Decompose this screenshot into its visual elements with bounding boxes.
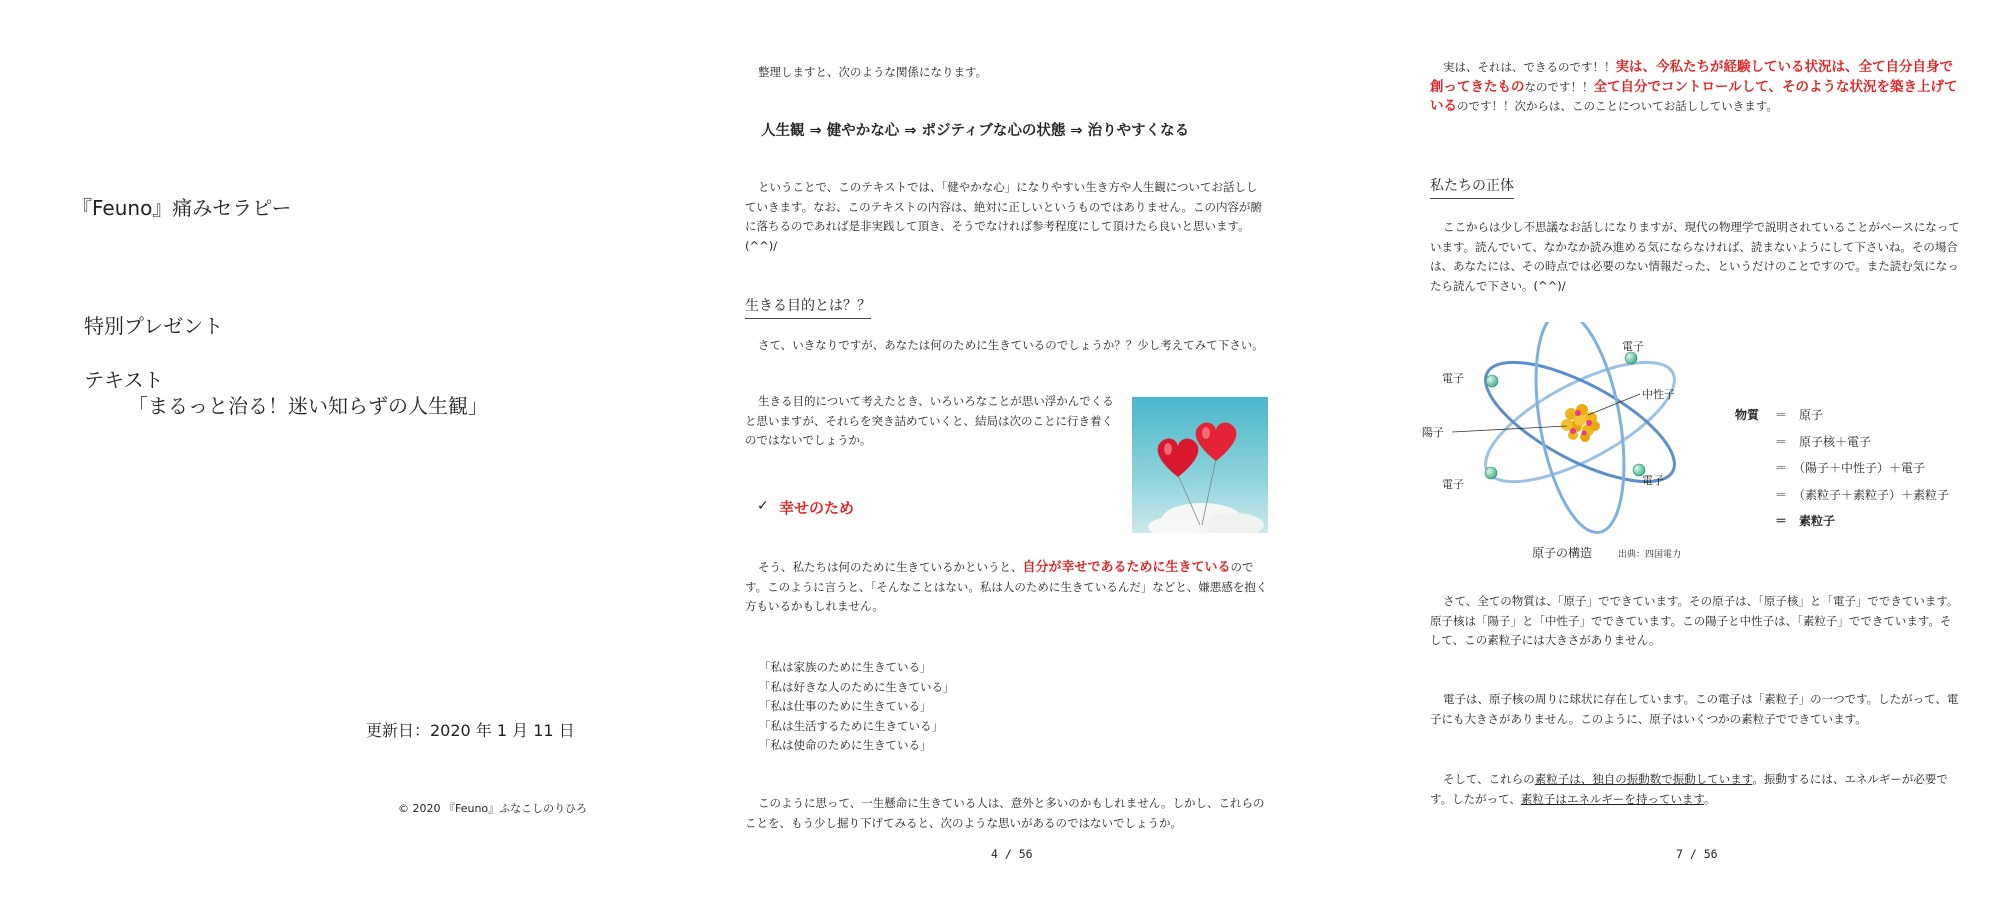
- page-4: [745, 0, 1275, 910]
- electron-label: 電子: [1442, 478, 1464, 491]
- cover-updated-date: 更新日：2020 年 1 月 11 日: [366, 721, 575, 740]
- paragraph: 実は、それは、できるのです！！実は、今私たちが経験している状況は、全て自分自身で創ってきたものなのです！！全て自分でコントロールして、そのような状況を築き上げているのです！！次からは、このことについてお話ししていきます。: [1430, 59, 1958, 114]
- quote-line: 「私は好きな人のために生きている」: [759, 680, 955, 694]
- matter-equation: [1735, 402, 1949, 535]
- highlight-text: 実は、今私たちが経験している状況は、全て自分自身で創ってきたもの: [1430, 59, 1953, 95]
- paragraph: さて、全ての物質は、「原子」でできています。その原子は、「原子核」と「電子」でできています。原子核は「陽子」と「中性子」でできています。この陽子と中性子は、「素粒子」でできています。そして、この素粒子には大きさがありません。: [1430, 594, 1959, 647]
- page-number: 4 / 56: [991, 847, 1033, 861]
- page-number: 7 / 56: [1676, 847, 1718, 861]
- happiness-keyword: 幸せのため: [779, 499, 855, 517]
- heart-balloons-image: [1132, 397, 1268, 533]
- paragraph: 電子は、原子核の周りに球状に存在しています。この電子は「素粒子」の一つです。したがって、電子にも大きさがありません。このように、原子はいくつかの素粒子でできています。: [1430, 692, 1959, 726]
- cover-gift: 特別プレゼント: [84, 314, 224, 338]
- paragraph: 生きる目的について考えたとき、いろいろなことが思い浮かんでくると思いますが、それらを突き詰めていくと、結局は次のことに行き着くのではないでしょうか。: [745, 394, 1114, 447]
- highlight-text: 全て自分でコントロールして、そのような状況を築き上げている: [1430, 78, 1958, 114]
- equation-line: ＝ （素粒子＋素粒子）＋素粒子: [1775, 487, 1950, 502]
- electron-label: 電子: [1642, 474, 1664, 487]
- quote-line: 「私は使命のために生きている」: [759, 738, 932, 752]
- page-cover: [0, 0, 720, 910]
- underlined-text: 素粒子は、独自の振動数で振動しています: [1534, 772, 1753, 786]
- cover-copyright: © 2020 『Feuno』ふなこしのりひろ: [398, 802, 588, 815]
- electron-label: 電子: [1442, 372, 1464, 385]
- diagram-source: 出典：四国電力: [1618, 550, 1682, 560]
- underlined-text: 素粒子はエネルギーを持っています: [1520, 791, 1704, 806]
- paragraph: そして、これらの素粒子は、独自の振動数で振動しています。振動するには、エネルギーが必要です。したがって、素粒子はエネルギーを持っています。: [1430, 772, 1948, 806]
- paragraph: ということで、このテキストでは、「健やかな心」になりやすい生き方や人生観についてお話ししていきます。なお、このテキストの内容は、絶対に正しいというものではありません。この内容が腑に落ちるのであれば是非実践して頂き、そうでなければ参考程度にして頂けたら良いと思います。(^^)/: [745, 180, 1263, 253]
- neutron-label: 中性子: [1642, 388, 1675, 401]
- equation-label: 物質: [1735, 408, 1760, 422]
- paragraph: さて、いきなりですが、あなたは何のために生きているのでしょうか？？少し考えてみて下さい。: [758, 338, 1264, 352]
- equation-line: ＝ 素粒子: [1775, 514, 1836, 528]
- paragraph: そう、私たちは何のために生きているかというと、自分が幸せであるために生きているのです。このように言うと、「そんなことはない。私は人のために生きているんだ」などと、嫌悪感を抱く方もいるかもしれません。: [745, 560, 1268, 613]
- quote-line: 「私は家族のために生きている」: [759, 660, 932, 674]
- intro-text: 整理しますと、次のような関係になります。: [758, 65, 988, 79]
- equation-line: ＝ 原子: [1775, 408, 1824, 422]
- cover-title: 『Feuno』痛みセラピー: [72, 196, 292, 220]
- cover-subtitle: 「まるっと治る！迷い知らずの人生観」: [128, 394, 488, 418]
- section-heading: 私たちの正体: [1430, 175, 1514, 199]
- proton-label: 陽子: [1422, 426, 1444, 439]
- quote-line: 「私は生活するために生きている」: [759, 719, 943, 733]
- equation-line: ＝ 原子核＋電子: [1775, 434, 1872, 449]
- quote-line: 「私は仕事のために生きている」: [759, 699, 932, 713]
- equation-line: ＝ （陽子＋中性子）＋電子: [1775, 461, 1926, 475]
- checkmark-icon: ✓: [757, 498, 769, 514]
- atom-structure-diagram: [1422, 322, 1730, 562]
- page-7: [1422, 0, 1970, 910]
- section-heading: 生きる目的とは？？: [745, 295, 871, 319]
- cover-text-label: テキスト: [84, 368, 164, 392]
- relation-chain: 人生観 ⇒ 健やかな心 ⇒ ポジティブな心の状態 ⇒ 治りやすくなる: [761, 123, 1190, 139]
- highlight-text: 自分が幸せであるために生きている: [1022, 560, 1231, 575]
- paragraph: ここからは少し不思議なお話しになりますが、現代の物理学で説明されていることがベースになっています。読んでいて、なかなか読み進める気にならなければ、読まないようにして下さいね。その場合は、あなたには、その時点では必要のない情報だった、というだけのことですので。また読む気になったら読んで下さい。(^^)/: [1430, 220, 1960, 293]
- paragraph: このように思って、一生懸命に生きている人は、意外と多いのかもしれません。しかし、これらのことを、もう少し掘り下げてみると、次のような思いがあるのではないでしょうか。: [745, 796, 1265, 830]
- diagram-caption: 原子の構造: [1532, 546, 1593, 560]
- electron-label: 電子: [1622, 340, 1644, 353]
